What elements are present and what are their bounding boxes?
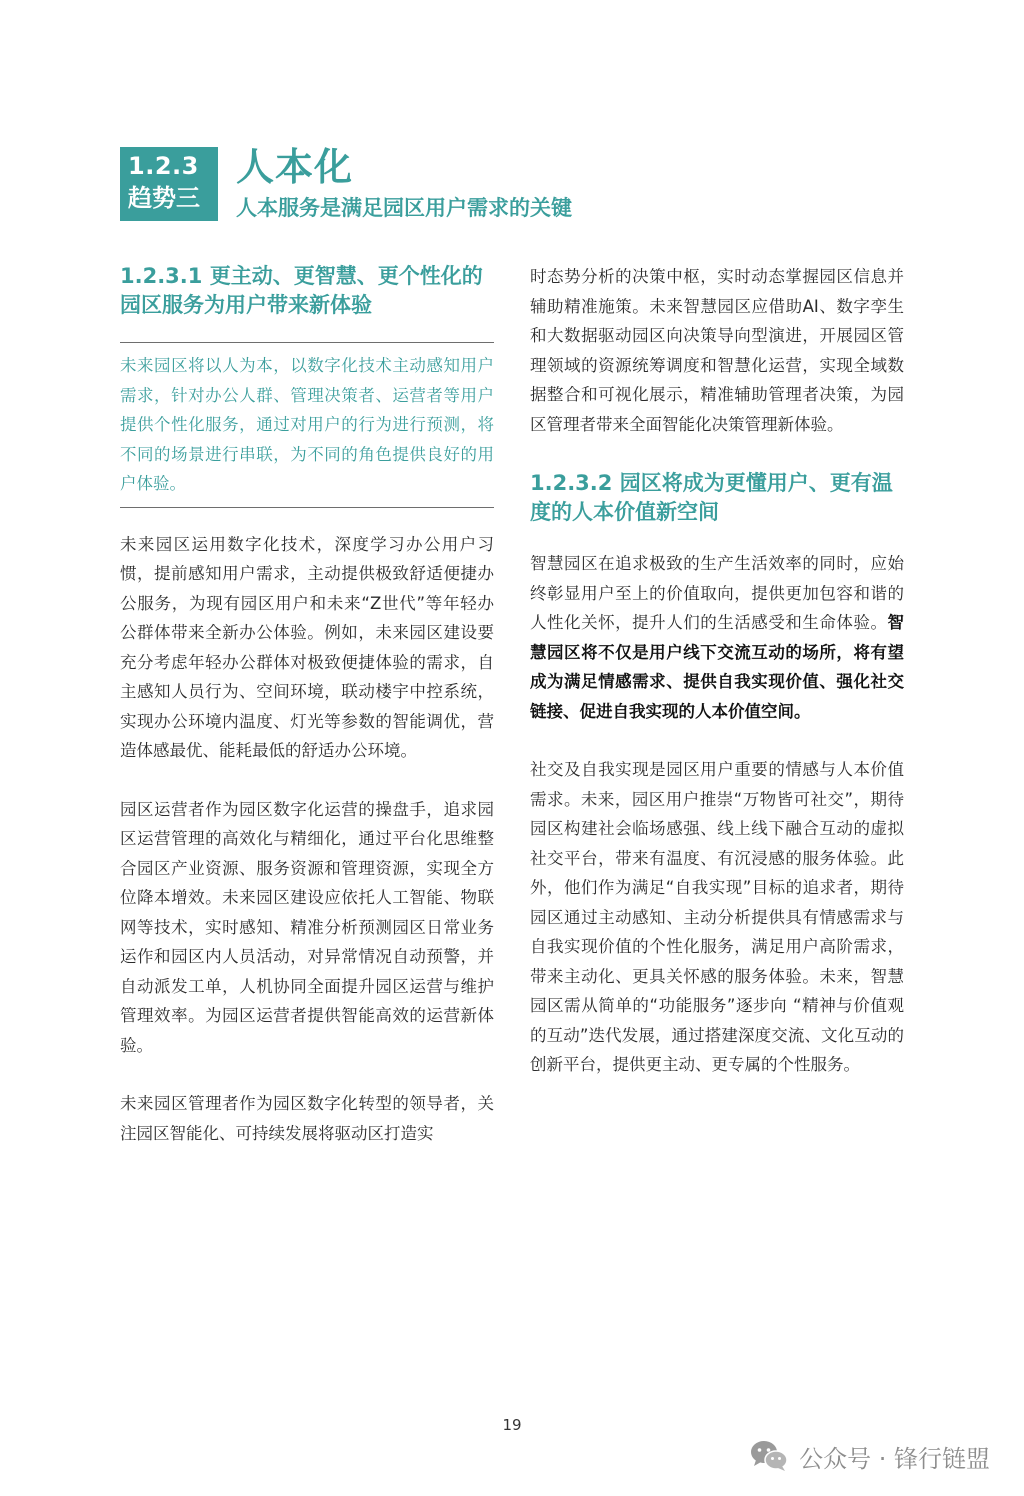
body-paragraph xyxy=(530,549,904,726)
left-column xyxy=(120,262,494,1148)
section-number: 1.2.3 xyxy=(128,152,199,180)
bold-emphasis: 智慧园区将不仅是用户线下交流互动的场所，将有望成为满足情感需求、提供自我实现价值、强化社交链接、促进自我实现的人本价值空间。 xyxy=(530,613,904,721)
watermark xyxy=(749,1437,990,1475)
body-paragraph: 未来园区运用数字化技术，深度学习办公用户习惯，提前感知用户需求，主动提供极致舒适便捷办公服务，为现有园区用户和未来“Z世代”等年轻办公群体带来全新办公体验。例如，未来园区建设要充分考虑年轻办公群体对极致便捷体验的需求，自主感知人员行为、空间环境，联动楼宇中控系统，实现办公环境内温度、灯光等参数的智能调优，营造体感最优、能耗最低的舒适办公环境。 xyxy=(120,534,494,760)
divider-top xyxy=(120,342,494,343)
wechat-icon xyxy=(749,1439,789,1473)
subsection-heading-1231: 1.2.3.1 更主动、更智慧、更个性化的园区服务为用户带来新体验 xyxy=(120,264,483,317)
highlight-quote: 未来园区将以人为本，以数字化技术主动感知用户需求，针对办公人群、管理决策者、运营者等用户提供个性化服务，通过对用户的行为进行预测，将不同的场景进行串联，为不同的角色提供良好的用户体验。 xyxy=(120,356,494,493)
paragraph-text: 智慧园区在追求极致的生产生活效率的同时，应始终彰显用户至上的价值取向，提供更加包容和谐的人性化关怀，提升人们的生活感受和生命体验。 xyxy=(530,554,904,632)
watermark-text: 公众号 · 锋行链盟 xyxy=(799,1444,990,1473)
divider-bottom xyxy=(120,507,494,508)
body-paragraph: 园区运营者作为园区数字化运营的操盘手，追求园区运营管理的高效化与精细化，通过平台化思维整合园区产业资源、服务资源和管理资源，实现全方位降本增效。未来园区建设应依托人工智能、物联网等技术，实时感知、精准分析预测园区日常业务运作和园区内人员活动，对异常情况自动预警，并自动派发工单，人机协同全面提升园区运营与维护管理效率。为园区运营者提供智能高效的运营新体验。 xyxy=(120,799,494,1055)
section-badge xyxy=(120,147,218,221)
body-paragraph: 时态势分析的决策中枢，实时动态掌握园区信息并辅助精准施策。未来智慧园区应借助AI、数字孪生和大数据驱动园区向决策导向型演进，开展园区管理领域的资源统筹调度和智慧化运营，实现全域数据整合和可视化展示，精准辅助管理者决策，为园区管理者带来全面智能化决策管理新体验。 xyxy=(530,267,904,434)
body-paragraph: 社交及自我实现是园区用户重要的情感与人本价值需求。未来，园区用户推崇“万物皆可社交”，期待园区构建社会临场感强、线上线下融合互动的虚拟社交平台，带来有温度、有沉浸感的服务体验。此外，他们作为满足“自我实现”目标的追求者，期待园区通过主动感知、主动分析提供具有情感需求与自我实现价值的个性化服务，满足用户高阶需求，带来主动化、更具关怀感的服务体验。未来，智慧园区需从简单的“功能服务”逐步向 “精神与价值观的互动”迭代发展，通过搭建深度交流、文化互动的创新平台，提供更主动、更专属的个性服务。 xyxy=(530,760,904,1074)
right-column xyxy=(530,262,904,1080)
section-subtitle: 人本服务是满足园区用户需求的关键 xyxy=(236,196,572,220)
section-title: 人本化 xyxy=(236,145,354,189)
page-number: 19 xyxy=(502,1416,522,1434)
subsection-heading-1232: 1.2.3.2 园区将成为更懂用户、更有温度的人本价值新空间 xyxy=(530,471,893,524)
section-label: 趋势三 xyxy=(128,184,200,212)
body-paragraph: 未来园区管理者作为园区数字化转型的领导者，关注园区智能化、可持续发展将驱动区打造实 xyxy=(120,1094,494,1143)
